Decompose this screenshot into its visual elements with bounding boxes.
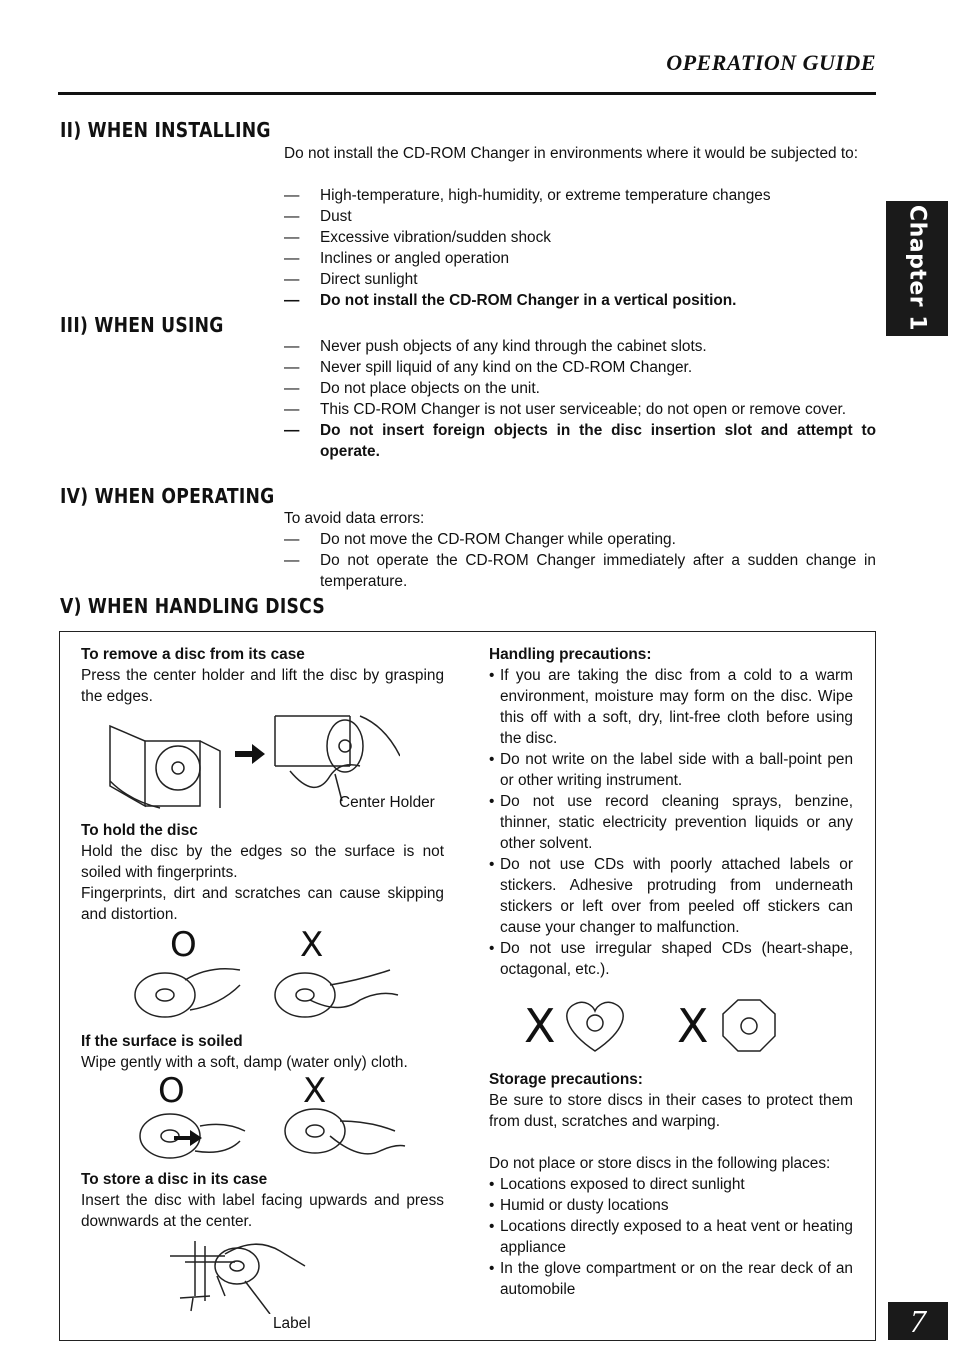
- page-header-title: OPERATION GUIDE: [666, 50, 876, 75]
- handling-precautions-block: [489, 644, 853, 980]
- chapter-tab-label: Chapter 1: [904, 204, 930, 332]
- soiled-title: If the surface is soiled: [81, 1033, 243, 1050]
- ok-mark: O: [170, 925, 197, 965]
- storage-precautions-block: [489, 1069, 853, 1300]
- label-callout: Label: [273, 1315, 311, 1332]
- left-column: [81, 644, 444, 707]
- irregular-disc-illustration: [560, 996, 800, 1056]
- ng-mark: X: [524, 999, 556, 1053]
- handling-precautions-title: Handling precautions:: [489, 646, 652, 663]
- center-holder-callout: Center Holder: [339, 794, 435, 811]
- storage-title: Storage precautions:: [489, 1071, 643, 1088]
- installing-intro: Do not install the CD-ROM Changer in environments where it would be subjected to:: [284, 145, 859, 162]
- list-item: — Never spill liquid of any kind on the CD-ROM Changer.: [284, 357, 876, 378]
- ok-mark: O: [158, 1071, 185, 1111]
- list-item: • Locations directly exposed to a heat vent or heating appliance: [489, 1216, 853, 1258]
- list-item: • Do not use record cleaning sprays, benzine, thinner, static electricity prevention liquids or any other solvent.: [489, 791, 853, 854]
- soiled-text: Wipe gently with a soft, damp (water only) cloth.: [81, 1054, 408, 1071]
- operating-list: [284, 529, 876, 592]
- list-item: • Do not use CDs with poorly attached labels or stickers. Adhesive protruding from underneath stickers or left over from peeled off stickers can cause your changer to malfunction.: [489, 854, 853, 938]
- list-item: — Do not operate the CD-ROM Changer immediately after a sudden change in temperature.: [284, 550, 876, 592]
- list-item: • In the glove compartment or on the rear deck of an automobile: [489, 1258, 853, 1300]
- header-rule: [58, 92, 876, 95]
- storage-text-2: Do not place or store discs in the following places:: [489, 1155, 831, 1172]
- list-item: — Do not move the CD-ROM Changer while operating.: [284, 529, 876, 550]
- remove-text: Press the center holder and lift the disc by grasping the edges.: [81, 667, 444, 705]
- storage-text-1: Be sure to store discs in their cases to protect them from dust, scratches and warping.: [489, 1092, 853, 1130]
- operating-intro: To avoid data errors:: [284, 510, 425, 527]
- list-item: • Locations exposed to direct sunlight: [489, 1174, 853, 1195]
- heading-operating: IV) WHEN OPERATING: [60, 484, 275, 508]
- ng-mark: X: [300, 925, 324, 965]
- wipe-disc-illustration: [130, 1106, 410, 1168]
- store-case-block: [81, 1169, 444, 1232]
- list-item: — Direct sunlight: [284, 269, 876, 290]
- list-item: • Do not write on the label side with a ball-point pen or other writing instrument.: [489, 749, 853, 791]
- remove-title: To remove a disc from its case: [81, 646, 305, 663]
- list-item: • If you are taking the disc from a cold to a warm environment, moisture may form on the disc. Wipe this off with a soft, dry, lint-free cloth before using the disc.: [489, 665, 853, 749]
- list-item-warning: — Do not install the CD-ROM Changer in a vertical position.: [284, 290, 876, 311]
- store-case-text: Insert the disc with label facing upwards and press downwards at the center.: [81, 1192, 444, 1230]
- installing-list: [284, 185, 876, 311]
- hold-text-2: Fingerprints, dirt and scratches can cause skipping and distortion.: [81, 885, 444, 923]
- list-item: — Never push objects of any kind through the cabinet slots.: [284, 336, 876, 357]
- list-item: • Humid or dusty locations: [489, 1195, 853, 1216]
- heading-installing: II) WHEN INSTALLING: [60, 118, 271, 142]
- hold-block: [81, 820, 444, 925]
- heading-using: III) WHEN USING: [60, 313, 224, 337]
- list-item-warning: — Do not insert foreign objects in the disc insertion slot and attempt to operate.: [284, 420, 876, 462]
- page-number: 7: [910, 1303, 926, 1339]
- heading-handling: V) WHEN HANDLING DISCS: [60, 594, 325, 618]
- using-list: [284, 336, 876, 462]
- handling-precautions-list: [489, 665, 853, 980]
- list-item: — Excessive vibration/sudden shock: [284, 227, 876, 248]
- list-item: — Do not place objects on the unit.: [284, 378, 876, 399]
- ng-mark: X: [677, 999, 709, 1053]
- list-item: — Inclines or angled operation: [284, 248, 876, 269]
- chapter-tab: [886, 201, 948, 336]
- list-item: — Dust: [284, 206, 876, 227]
- hold-disc-illustration: [130, 960, 410, 1030]
- storage-list: [489, 1174, 853, 1300]
- list-item: • Do not use irregular shaped CDs (heart-shape, octagonal, etc.).: [489, 938, 853, 980]
- soiled-block: [81, 1031, 461, 1073]
- list-item: — This CD-ROM Changer is not user serviceable; do not open or remove cover.: [284, 399, 876, 420]
- ng-mark: X: [303, 1071, 327, 1111]
- hold-text-1: Hold the disc by the edges so the surface is not soiled with fingerprints.: [81, 843, 444, 881]
- store-disc-illustration: [165, 1236, 315, 1314]
- list-item: — High-temperature, high-humidity, or extreme temperature changes: [284, 185, 876, 206]
- hold-title: To hold the disc: [81, 822, 198, 839]
- store-case-title: To store a disc in its case: [81, 1171, 268, 1188]
- page-number-box: [888, 1302, 948, 1340]
